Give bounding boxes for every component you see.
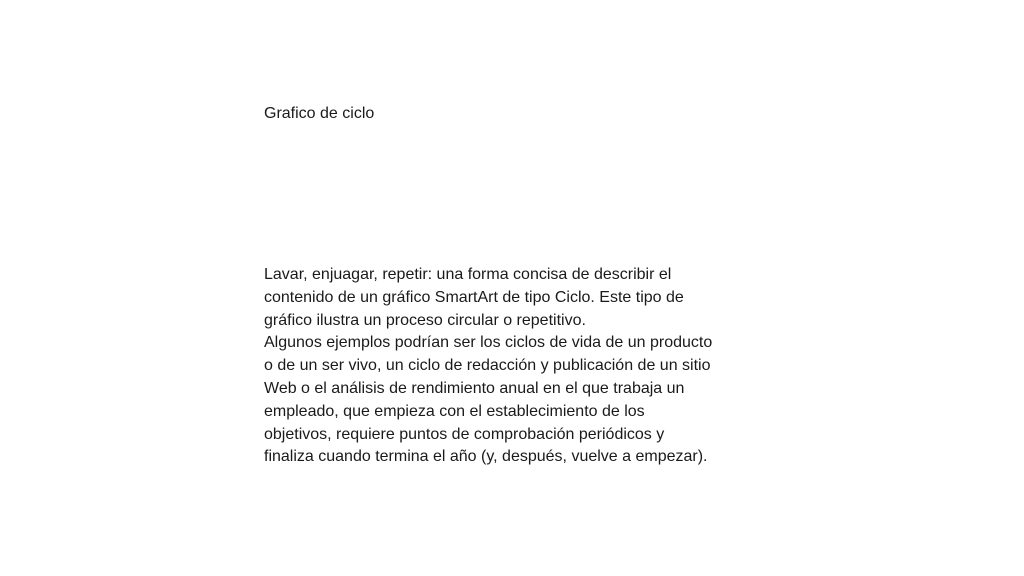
slide-title: Grafico de ciclo <box>264 105 375 122</box>
body-line: gráfico ilustra un proceso circular o repetitivo. <box>264 311 586 329</box>
body-line: objetivos, requiere puntos de comprobación periódicos y <box>264 425 665 443</box>
body-line: o de un ser vivo, un ciclo de redacción y publicación de un sitio <box>264 357 711 375</box>
body-line: finaliza cuando termina el año (y, después, vuelve a empezar). <box>264 448 708 466</box>
slide-body-text <box>264 264 764 469</box>
body-line: contenido de un gráfico SmartArt de tipo Ciclo. Este tipo de <box>264 288 684 306</box>
body-line: empleado, que empieza con el establecimiento de los <box>264 402 645 420</box>
body-line: Lavar, enjuagar, repetir: una forma concisa de describir el <box>264 266 672 283</box>
body-line: Web o el análisis de rendimiento anual en el que trabaja un <box>264 379 685 397</box>
body-line: Algunos ejemplos podrían ser los ciclos de vida de un producto <box>264 334 713 352</box>
